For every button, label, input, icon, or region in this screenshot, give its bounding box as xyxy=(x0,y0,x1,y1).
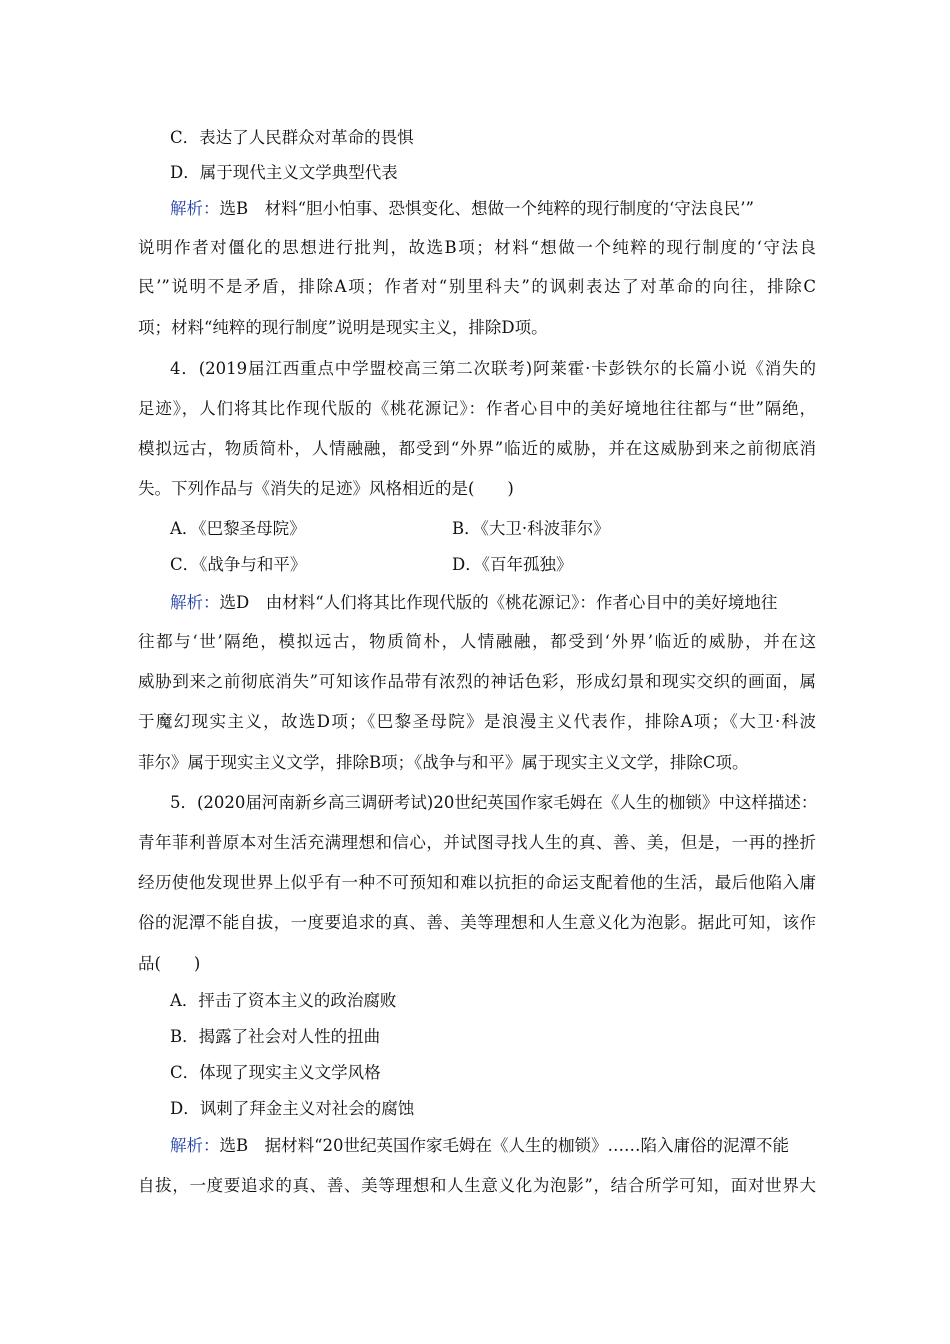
q5-analysis-text-1: 选B 据材料“20世纪英国作家毛姆在《人生的枷锁》……陷入庸俗的泥潭不能 xyxy=(219,1136,790,1155)
q4-stem-line-3: 模拟远古，物质简朴，人情融融，都受到“外界”临近的威胁，并在这威胁到来之前彻底消 xyxy=(138,439,816,458)
q4-analysis-line-1 xyxy=(170,593,816,613)
q4-stem-line-4: 失。下列作品与《消失的足迹》风格相近的是( ) xyxy=(138,479,514,498)
q5-analysis-line-2: 自拔，一度要追求的真、善、美等理想和人生意义化为泡影”，结合所学可知，面对世界大 xyxy=(138,1176,816,1195)
q3-analysis-line-4: 项；材料“纯粹的现行制度”说明是现实主义，排除D项。 xyxy=(138,318,548,337)
q3-analysis-line-3: 民’”说明不是矛盾，排除A项；作者对“别里科夫”的讽刺表达了对革命的向往，排除C xyxy=(138,277,816,296)
q3-option-d: D．属于现代主义文学典型代表 xyxy=(170,163,398,182)
q5-stem-line-3: 经历使他发现世界上似乎有一种不可预知和难以抗拒的命运支配着他的生活，最后他陷入庸 xyxy=(138,873,816,892)
q5-stem-line-1: 5．(2020届河南新乡高三调研考试)20世纪英国作家毛姆在《人生的枷锁》中这样描述： xyxy=(170,793,818,812)
q5-option-a: A．抨击了资本主义的政治腐败 xyxy=(170,991,397,1010)
q5-analysis-line-1 xyxy=(170,1136,816,1156)
q4-analysis-line-5: 菲尔》属于现实主义文学，排除B项；《战争与和平》属于现实主义文学，排除C项。 xyxy=(138,753,749,772)
analysis-label: 解析： xyxy=(170,1136,220,1155)
q5-stem-line-4: 俗的泥潭不能自拔，一度要追求的真、善、美等理想和人生意义化为泡影。据此可知，该作 xyxy=(138,913,816,932)
q4-option-d: D．《百年孤独》 xyxy=(452,555,573,574)
q4-option-b: B．《大卫·科波菲尔》 xyxy=(452,519,610,538)
q4-analysis-line-4: 于魔幻现实主义，故选D项；《巴黎圣母院》是浪漫主义代表作，排除A项；《大卫·科波 xyxy=(138,712,816,731)
q4-option-a: A．《巴黎圣母院》 xyxy=(170,519,306,538)
q5-option-d: D．讽刺了拜金主义对社会的腐蚀 xyxy=(170,1099,415,1118)
q5-stem-line-5: 品( ) xyxy=(138,954,201,973)
q4-analysis-text-1: 选D 由材料“人们将其比作现代版的《桃花源记》：作者心目中的美好境地往 xyxy=(219,593,778,612)
q5-stem-line-2: 青年菲利普原本对生活充满理想和信心，并试图寻找人生的真、善、美，但是，一再的挫折 xyxy=(138,833,816,852)
q4-stem-line-1: 4．(2019届江西重点中学盟校高三第二次联考)阿莱霍·卡彭铁尔的长篇小说《消失的 xyxy=(170,359,816,378)
q3-option-c: C．表达了人民群众对革命的畏惧 xyxy=(170,128,414,147)
q5-option-b: B．揭露了社会对人性的扭曲 xyxy=(170,1027,381,1046)
q4-stem-line-2: 足迹》，人们将其比作现代版的《桃花源记》：作者心目中的美好境地往往都与“世”隔绝， xyxy=(138,399,816,418)
q3-analysis-line-2: 说明作者对僵化的思想进行批判，故选B项；材料“想做一个纯粹的现行制度的‘守法良 xyxy=(138,238,816,257)
analysis-label: 解析： xyxy=(170,199,220,218)
q4-analysis-line-3: 威胁到来之前彻底消失”可知该作品带有浓烈的神话色彩，形成幻景和现实交织的画面，属 xyxy=(138,672,816,691)
analysis-label: 解析： xyxy=(170,593,220,612)
q3-analysis-line-1 xyxy=(170,199,816,219)
q3-analysis-text-1: 选B 材料“胆小怕事、恐惧变化、想做一个纯粹的现行制度的‘守法良民’” xyxy=(219,199,754,218)
q5-option-c: C．体现了现实主义文学风格 xyxy=(170,1063,381,1082)
q4-option-c: C．《战争与和平》 xyxy=(170,555,307,574)
q4-analysis-line-2: 往都与‘世’隔绝，模拟远古，物质简朴，人情融融，都受到‘外界’临近的威胁，并在这 xyxy=(138,632,816,651)
